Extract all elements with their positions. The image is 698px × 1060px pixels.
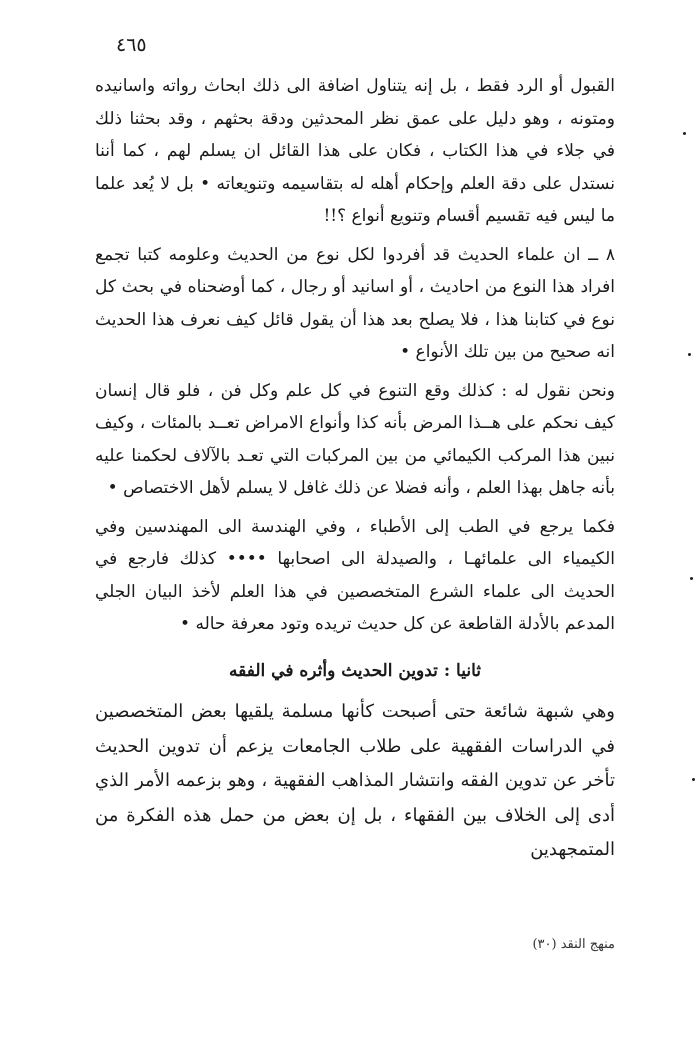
paragraph-4: فكما يرجع في الطب إلى الأطباء ، وفي الهندسة الى المهندسين وفي الكيمياء الى علمائهـا ، والصيدلة الى اصحابها •••• كذلك فارجع في الحديث الى علماء الشرع المتخصصين في هذا العلم لأخذ البيان الجلي المدعم بالأدلة القاطعة عن كل حديث تريده وتود معرفة حاله •: [95, 516, 615, 634]
page-body: [95, 70, 615, 868]
footer-note: منهج النقد (٣٠): [532, 937, 615, 952]
margin-mark: [688, 353, 691, 356]
paragraph-2: ٨ ــ ان علماء الحديث قد أفردوا لكل نوع من الحديث وعلومه كتبا تجمع افراد هذا النوع من احاديث ، أو اسانيد أو رجال ، كما أوضحناه في بحث كل نوع في كتابنا هذا ، فلا يصلح بعد هذا أن يقول قائل كيف نعرف هذا الحديث انه صحيح من بين تلك الأنواع •: [95, 244, 615, 362]
margin-mark: [692, 778, 695, 781]
section-paragraph: وهي شبهة شائعة حتى أصبحت كأنها مسلمة يلقيها بعض المتخصصين في الدراسات الفقهية على طلاب الجامعات يزعم أن تدوين الحديث تأخر عن تدوين الفقه وانتشار المذاهب الفقهية ، وهو بزعمه الأمر الذي أدى إلى الخلاف بين الفقهاء ، بل إن بعض من حمل هذه الفكرة من المتمجهدين: [95, 701, 615, 860]
page-number: ٤٦٥: [116, 34, 147, 56]
paragraph-3: ونحن نقول له : كذلك وقع التنوع في كل علم وكل فن ، فلو قال إنسان كيف نحكم على هــذا المرض بأنه كذا وأنواع الامراض تعــد بالمئات ، وكيف نبين هذا المركب الكيمائي من بين المركبات التي تعـد بالآلاف لحكمنا عليه بأنه جاهل بهذا العلم ، وأنه فضلا عن ذلك غافل لا يسلم لأهل الاختصاص •: [95, 380, 615, 498]
section-heading: ثانيا : تدوين الحديث وأثره في الفقه: [229, 660, 481, 681]
paragraph-1: القبول أو الرد فقط ، بل إنه يتناول اضافة الى ذلك ابحاث رواته واسانيده ومتونه ، وهو دليل على عمق نظر المحدثين ودقة بحثهم ، وقد بحثنا ذلك في جلاء في هذا الكتاب ، فكان على هذا القائل ان يسلم لهم ، كما أننا نستدل على دقة العلم وإحكام أهله له بتقاسيمه وتنويعاته • بل لا يُعد علما ما ليس فيه تقسيم أقسام وتنويع أنواع ؟!!: [95, 76, 615, 226]
margin-mark: [690, 577, 693, 580]
margin-mark: [683, 132, 686, 135]
